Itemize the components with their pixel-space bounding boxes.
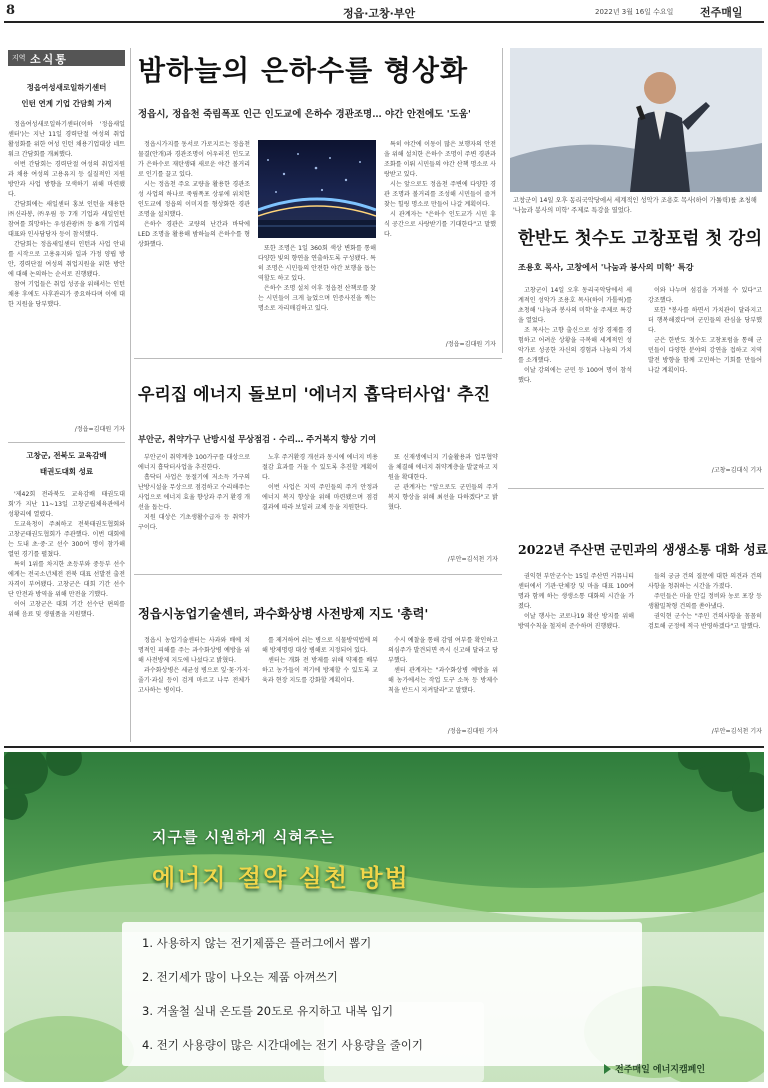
sidebar-item1-headline-line2: 인턴 연계 기업 간담회 가져 <box>21 99 112 108</box>
paragraph: 고창군이 14일 오후 동리국악당에서 세계적인 성악가 조용호 목사(하이 가톨릭)를 초청해 '나눔과 봉사의 미학'을 주제로 특강을 열었다. <box>518 287 632 324</box>
divider-story3 <box>134 574 502 575</box>
paragraph: 노후 주거환경 개선과 동시에 에너지 비용 절감 효과를 거둘 수 있도록 추진할 계획이다. <box>262 454 378 481</box>
ad-top-rule <box>4 746 764 748</box>
paragraph: 이날 강의에는 군민 등 100여 명이 참석했다. <box>518 367 632 384</box>
paragraph: 특히 1위를 차지한 초등부와 중등부 선수에게는 전국소년체전 전북 대표 선발전 출전 자격이 부여됐다. 고창군은 대회 기간 선수단 안전과 방역을 위해 만전을 기했다. <box>8 561 125 598</box>
paragraph: 권익현 군수는 "주민 건의사항을 꼼꼼히 검토해 군정에 적극 반영하겠다"고 말했다. <box>648 613 762 630</box>
paragraph: '제42회 전라북도 교육감배 태권도대회'가 지난 11~13일 고창군립체육관에서 성황리에 열렸다. <box>8 491 125 518</box>
paragraph: 이어 고창군은 대회 기간 선수단 편의를 위해 음료 및 생필품을 지원했다. <box>8 601 125 618</box>
ad-tip-item: 3. 겨울철 실내 온도를 20도로 유지하고 내복 입기 <box>142 1004 394 1018</box>
story3-subhead: 부안군, 취약가구 난방시설 무상점검 · 수리… 주거복지 향상 기여 <box>138 434 377 444</box>
story1-subhead: 정읍시, 정읍천 죽림폭포 인근 인도교에 은하수 경관조명… 야간 안전에도 '도움' <box>138 109 471 120</box>
story1-column-1 <box>138 140 250 350</box>
paragraph: 권익현 부안군수는 15일 주산면 커뮤니티센터에서 기관·단체장 및 마을 대표 100여 명과 함께 하는 생생소통 대화의 시간을 가졌다. <box>518 573 634 610</box>
speaker-photo-graphic <box>510 48 762 192</box>
paragraph: 간담회는 정읍새일센터 인턴과 사업 안내를 시작으로 고용유지와 일과 가정 양립 방안, 경력단절 여성의 취업지원을 위한 방안에 대해 논의하는 순서로 진행됐다. <box>8 241 125 278</box>
story3-column-3 <box>388 453 498 553</box>
story4-column-2 <box>648 572 762 724</box>
sidebar-item1-byline: /정읍=김대원 기자 <box>74 426 125 433</box>
sidebar-item1-headline-line1: 정읍여성새로일하기센터 <box>26 83 107 92</box>
ad-campaign-badge <box>604 1062 705 1075</box>
story5-byline: /정읍=김대원 기자 <box>447 728 498 735</box>
paragraph: 시 관계자는 "은하수 인도교가 시민 휴식 공간으로 사랑받기를 기대한다"고 말했다. <box>384 211 496 238</box>
paragraph: 부안군이 취약계층 100가구를 대상으로 에너지 흡닥터사업을 추진한다. <box>138 454 250 471</box>
story2-caption: 고창군이 14일 오후 동리국악당에서 세계적인 성악가 조용호 목사(하이 가톨릭)를 초청해 '나눔과 봉사의 미학' 주제로 특강을 열었다. <box>513 197 757 214</box>
story2-column-2 <box>648 286 762 466</box>
sidebar-label-title: 소식통 <box>30 53 68 66</box>
paragraph: 조 목사는 고향 출신으로 성장 경제를 경험하고 어려운 상황을 극복해 세계적인 성악가로 성공한 자신의 경험과 나눔의 가치를 소개했다. <box>518 327 632 364</box>
paragraph: 참여 기업들은 취업 성공을 위해서는 인턴 채용 후에도 사후관리가 중요하다며 이에 대한 지원을 당부했다. <box>8 281 125 308</box>
story2-subhead: 조용호 목사, 고창에서 '나눔과 봉사의 미학' 특강 <box>518 262 694 272</box>
ad-tips-list <box>122 922 642 1062</box>
paragraph: 정읍시가지를 동서로 가로지르는 정읍천 물결(안개)과 경관조명이 어우러진 인도교가 은하수로 재탄생돼 새로운 야간 볼거리로 인기를 끌고 있다. <box>138 141 250 178</box>
energy-ad <box>4 752 764 1082</box>
story4-column-1 <box>518 572 634 732</box>
sidebar <box>8 50 125 740</box>
ad-tip-item: 1. 사용하지 않는 전기제품은 플러그에서 뽑기 <box>142 936 372 950</box>
story3-byline: /부안=김석천 기자 <box>447 556 498 563</box>
paragraph: 군 관계자는 "앞으로도 군민들의 주거복지 향상을 위해 최선을 다하겠다"고 밝혔다. <box>388 484 498 511</box>
story5-headline: 정읍시농업기술센터, 과수화상병 사전방제 지도 '총력' <box>138 606 429 621</box>
paragraph: 은하수 경관은 교량의 난간과 바닥에 LED 조명을 활용해 밤하늘의 은하수를 형상화했다. <box>138 221 250 248</box>
story5-column-1 <box>138 636 250 736</box>
night-bridge-graphic <box>258 140 376 238</box>
sidebar-item2-headline-line2: 태권도대회 성료 <box>39 467 94 476</box>
paragraph: 또한 "봉사를 하면서 가치관이 달라지고 더 행복해졌다"며 군민들의 관심을 당부했다. <box>648 307 762 334</box>
paragraph: 수시 예찰을 통해 감염 여부를 확인하고 의심주가 발견되면 즉시 신고해 달라고 당부했다. <box>388 637 498 664</box>
story5-column-3 <box>388 636 498 724</box>
sidebar-label <box>8 50 125 66</box>
story3-column-1 <box>138 453 250 568</box>
ad-tip-item: 4. 전기 사용량이 많은 시간대에는 전기 사용량을 줄이기 <box>142 1038 423 1052</box>
story1-column-2 <box>258 244 376 352</box>
ad-title-large: 에너지 절약 실천 방법 <box>152 864 410 892</box>
sidebar-item2-headline-line1: 고창군, 전북도 교육감배 <box>26 451 107 460</box>
paragraph: 흡닥터 사업은 동절기에 저소득 가구의 난방시설을 무상으로 점검하고 수리해주는 사업으로 에너지 효율 향상과 주거 환경 개선을 돕는다. <box>138 474 250 511</box>
section-title: 정읍·고창·부안 <box>343 7 416 20</box>
paragraph: 이날 행사는 코로나19 확산 방지를 위해 방역수칙을 철저히 준수하며 진행됐다. <box>518 613 634 630</box>
story1-headline: 밤하늘의 은하수를 형상화 <box>138 54 469 87</box>
sidebar-item2-headline <box>8 448 125 480</box>
paragraph: 정읍여성새로일하기센터(이하 '정읍새일센터')는 지난 11일 경력단절 여성의 취업 활성화를 위한 여성 인턴 채용기업대상 네트워크 간담회를 개최했다. <box>8 121 125 158</box>
paragraph: 들의 궁금 건의 질문에 대한 의견과 건의사항을 청취하는 시간을 가졌다. <box>648 573 762 590</box>
paragraph: 이번 간담회는 경력단절 여성의 취업지원과 채용 여성의 고용유지 등 실질적인 지원 방안과 사업 방향을 모색하기 위해 마련됐다. <box>8 161 125 198</box>
ad-tip-item: 2. 전기세가 많이 나오는 제품 아껴쓰기 <box>142 970 338 984</box>
paragraph: 이와 나누며 섬김을 가져볼 수 있다"고 강조했다. <box>648 287 762 304</box>
paragraph: 또 신재생에너지 기술활용과 업무협약을 체결해 에너지 취약계층을 발굴하고 지원을 확대한다. <box>388 454 498 481</box>
paragraph: 를 제거하여 쉬는 병으로 식물방역법에 의해 방제명령 대상 병해로 지정되어 있다. <box>262 637 378 654</box>
story4-headline: 2022년 주산면 군민과의 생생소통 대화 성료 <box>518 542 768 557</box>
main-column-rule <box>502 48 503 353</box>
paragraph: 센터 관계자는 "과수화상병 예방을 위해 농가에서는 작업 도구 소독 등 방제수칙을 반드시 지켜달라"고 말했다. <box>388 667 498 694</box>
paragraph: 특히 야간에 이동이 많은 보행자의 안전을 위해 설치한 은하수 조명이 주변 경관과 조화를 이뤄 시민들의 야간 산책 명소로 사랑받고 있다. <box>384 141 496 178</box>
story2-headline: 한반도 첫수도 고창포럼 첫 강의 <box>518 229 763 249</box>
header-rule <box>4 21 764 23</box>
sidebar-item2-body <box>8 490 125 775</box>
divider-story2 <box>508 488 764 489</box>
story2-byline: /고창=김대식 기자 <box>711 467 762 474</box>
divider-story1 <box>134 358 502 359</box>
sidebar-column-rule <box>130 48 131 742</box>
paragraph: 시는 앞으로도 정읍천 주변에 다양한 경관 조명과 볼거리를 조성해 시민들이 즐겨 찾는 힐링 명소로 만들어 나갈 계획이다. <box>384 181 496 208</box>
story4-byline: /부안=김석천 기자 <box>711 728 762 735</box>
paragraph: 이번 사업은 지역 주민들의 주거 안정과 에너지 복지 향상을 위해 마련됐으며 점검 결과에 따라 보일러 교체 등을 지원한다. <box>262 484 378 511</box>
story1-byline: /정읍=김대원 기자 <box>445 341 496 348</box>
paragraph: 간담회에는 새일센터 홍보 인턴을 채용한 ㈜신라봉, ㈜우림 등 7개 기업과 새일인턴 참여를 희망하는 우성관광㈜ 등 8개 기업의 대표와 인사담당자 등이 참석했다. <box>8 201 125 238</box>
paragraph: 센터는 개화 전 방제를 위해 약제를 배부하고 농가들이 적기에 방제할 수 있도록 교육과 현장 지도를 강화할 계획이다. <box>262 657 378 684</box>
story2-photo <box>510 48 762 192</box>
paragraph: 주민들은 마을 안길 정비와 농로 포장 등 생활밀착형 건의를 쏟아냈다. <box>648 593 762 610</box>
story2-column-1 <box>518 286 632 474</box>
paragraph: 지원 대상은 기초생활수급자 등 취약가구이다. <box>138 514 250 531</box>
paragraph: 도교육청이 주최하고 전북태권도협회와 고창군태권도협회가 주관했다. 이번 대회에는 도내 초·중·고 선수 300여 명이 참가해 열띤 경기를 펼쳤다. <box>8 521 125 558</box>
sidebar-label-region: 지역 <box>12 54 26 62</box>
sidebar-divider <box>8 442 125 443</box>
page-header <box>0 0 768 22</box>
paragraph: 군은 한반도 첫수도 고창포럼을 통해 군민들이 다양한 분야의 강연을 접하고 지역 발전 방향을 함께 고민하는 기회를 만들어 나갈 계획이다. <box>648 337 762 374</box>
ad-tips-panel <box>122 922 642 1066</box>
story1-photo <box>258 140 376 238</box>
story1-column-3 <box>384 140 496 340</box>
masthead: 전주매일 <box>700 6 743 19</box>
paragraph: 또한 조명은 1일 360회 색상 변화를 통해 다양한 빛의 향연을 연출하도록 구성됐다. 특히 조명은 시민들의 안전한 야간 보행을 돕는 역할도 하고 있다. <box>258 245 376 282</box>
story3-column-2 <box>262 453 378 568</box>
paragraph: 과수화상병은 세균성 병으로 잎·꽃·가지·줄기·과실 등이 검게 마르고 나무 전체가 고사하는 병이다. <box>138 667 250 694</box>
sidebar-item1-body <box>8 120 125 420</box>
paragraph: 시는 정읍천 주요 교량을 활용한 경관조성 사업의 하나로 죽림폭포 상류에 위치한 인도교에 정읍의 이미지를 형상화한 경관조명을 설치했다. <box>138 181 250 218</box>
ad-title-small: 지구를 시원하게 식혀주는 <box>152 828 335 846</box>
ad-campaign-label: 전주매일 에너지캠페인 <box>615 1065 706 1075</box>
play-icon <box>604 1064 611 1074</box>
story3-headline: 우리집 에너지 돌보미 '에너지 흡닥터사업' 추진 <box>138 385 491 405</box>
issue-date: 2022년 3월 16일 수요일 <box>595 8 674 16</box>
paragraph: 정읍시 농업기술센터는 사과와 배에 치명적인 피해를 주는 과수화상병 예방을 위해 사전방제 지도에 나섰다고 밝혔다. <box>138 637 250 664</box>
sidebar-item1-headline <box>8 80 125 112</box>
story5-column-2 <box>262 636 378 736</box>
paragraph: 은하수 조명 설치 이후 정읍천 산책로를 찾는 시민들이 크게 늘었으며 인증사진을 찍는 명소로 자리매김하고 있다. <box>258 285 376 312</box>
page-number: 8 <box>6 3 16 18</box>
